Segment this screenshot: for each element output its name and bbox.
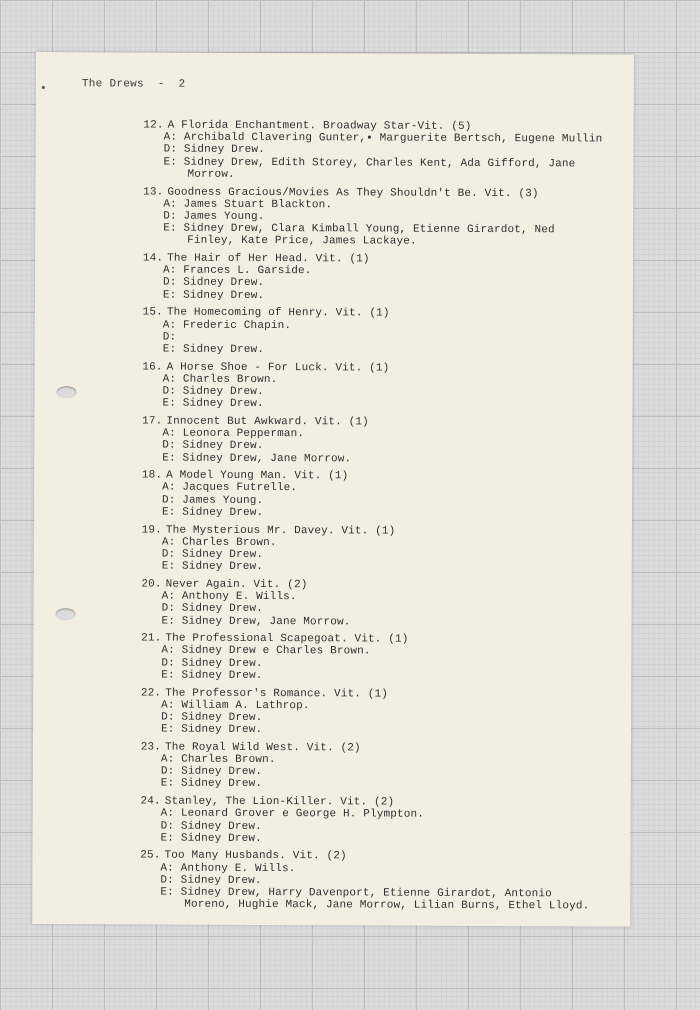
credit-line: A: Leonora Pepperman. xyxy=(162,427,305,441)
credit-continuation: Moreno, Hughie Mack, Jane Morrow, Lilian Burns, Ethel Lloyd. xyxy=(184,898,590,913)
entry-number: 13. xyxy=(143,185,164,199)
credit-line: D: Sidney Drew. xyxy=(161,548,264,561)
credit-line: A: Anthony E. Wills. xyxy=(161,590,297,604)
film-entry xyxy=(128,850,628,913)
credit-line: E: Sidney Drew. xyxy=(160,778,263,791)
credit-continuation: Morrow. xyxy=(187,168,235,181)
film-entry xyxy=(129,687,629,738)
film-title: The Mysterious Mr. Davey. Vit. (1) xyxy=(165,524,396,538)
film-title: The Homecoming of Henry. Vit. (1) xyxy=(166,306,390,320)
filmography-list xyxy=(128,119,631,918)
film-title: Goodness Gracious/Movies As They Shouldn't Be. Vit. (3) xyxy=(167,186,539,200)
credit-line: E: Sidney Drew. xyxy=(162,343,265,356)
credit-line: A: William A. Lathrop. xyxy=(161,699,310,712)
film-entry xyxy=(130,470,630,521)
film-entry xyxy=(129,578,629,629)
credit-line: A: Archibald Clavering Gunter,▪ Marguerite Bertsch, Eugene Mullin xyxy=(163,131,603,146)
film-title: The Hair of Her Head. Vit. (1) xyxy=(167,252,370,266)
entry-number: 24. xyxy=(140,795,161,808)
page-header: The Drews - 2 xyxy=(81,78,186,91)
credit-line: D: Sidney Drew. xyxy=(160,765,263,779)
credit-line: E: Sidney Drew, Harry Davenport, Etienne Girardot, Antonio xyxy=(160,886,552,901)
credit-line: E: Sidney Drew, Jane Morrow. xyxy=(162,452,352,465)
entry-number: 21. xyxy=(141,632,162,645)
film-title: Too Many Husbands. Vit. (2) xyxy=(164,850,347,863)
film-entry xyxy=(130,415,630,466)
credit-line: E: Sidney Drew. xyxy=(162,397,264,411)
credit-line: A: James Stuart Blackton. xyxy=(163,198,333,212)
entry-number: 18. xyxy=(141,469,163,482)
credit-line: E: Sidney Drew, Jane Morrow. xyxy=(161,615,351,628)
credit-line: E: Sidney Drew. xyxy=(161,560,264,574)
credit-line: E: Sidney Drew. xyxy=(162,289,265,302)
credit-line: D: Sidney Drew. xyxy=(160,874,262,887)
credit-line: A: Sidney Drew e Charles Brown. xyxy=(161,644,371,658)
ink-dot xyxy=(42,86,45,89)
credit-line: D: Sidney Drew. xyxy=(162,439,264,453)
credit-continuation: Finley, Kate Price, James Lackaye. xyxy=(187,234,417,248)
film-entry xyxy=(131,307,631,358)
film-entry xyxy=(130,524,630,575)
credit-line: D: Sidney Drew. xyxy=(163,143,265,157)
film-entry xyxy=(129,741,629,792)
credit-line: E: Sidney Drew. xyxy=(161,506,264,519)
film-entry xyxy=(131,186,631,249)
punch-hole-top xyxy=(56,386,76,398)
credit-line: D: Sidney Drew. xyxy=(162,385,264,399)
credit-line: D: xyxy=(162,331,177,344)
film-title: The Professional Scapegoat. Vit. (1) xyxy=(165,632,409,646)
film-title: Never Again. Vit. (2) xyxy=(165,578,308,592)
credit-line: E: Sidney Drew, Edith Storey, Charles Kent, Ada Gifford, Jane xyxy=(163,156,576,170)
entry-number: 17. xyxy=(142,415,163,428)
credit-line: E: Sidney Drew. xyxy=(161,723,263,737)
entry-number: 16. xyxy=(142,361,163,374)
entry-number: 14. xyxy=(142,252,164,265)
credit-line: A: Charles Brown. xyxy=(161,536,277,549)
film-entry xyxy=(129,633,629,684)
film-entry xyxy=(131,252,631,303)
film-title: Innocent But Awkward. Vit. (1) xyxy=(166,415,369,429)
credit-line: A: Leonard Grover e George H. Plympton. xyxy=(160,807,424,822)
credit-line: D: Sidney Drew. xyxy=(162,276,265,290)
film-title: A Florida Enchantment. Broadway Star-Vit. (5) xyxy=(167,119,472,133)
entry-number: 20. xyxy=(141,578,162,591)
credit-line: A: Jacques Futrelle. xyxy=(162,482,298,495)
film-entry xyxy=(130,361,630,412)
entry-number: 25. xyxy=(140,849,161,863)
document-sheet xyxy=(32,52,634,927)
entry-number: 22. xyxy=(140,686,162,700)
film-entry xyxy=(129,796,629,847)
credit-line: D: Sidney Drew. xyxy=(160,820,262,833)
film-title: Stanley, The Lion-Killer. Vit. (2) xyxy=(164,795,395,809)
entry-number: 19. xyxy=(141,524,162,537)
credit-line: E: Sidney Drew. xyxy=(161,669,263,682)
credit-line: A: Frances L. Garside. xyxy=(163,264,312,278)
credit-line: D: James Young. xyxy=(163,210,265,223)
film-title: A Horse Shoe - For Luck. Vit. (1) xyxy=(166,361,390,375)
credit-line: A: Charles Brown. xyxy=(162,373,278,386)
film-title: The Professor's Romance. Vit. (1) xyxy=(165,687,389,701)
entry-number: 23. xyxy=(140,741,161,754)
credit-line: D: Sidney Drew. xyxy=(161,602,263,616)
credit-line: E: Sidney Drew, Clara Kimball Young, Etienne Girardot, Ned xyxy=(163,222,555,237)
credit-line: A: Anthony E. Wills. xyxy=(160,862,296,875)
credit-line: E: Sidney Drew. xyxy=(160,832,262,845)
entry-number: 12. xyxy=(143,119,164,132)
credit-line: A: Charles Brown. xyxy=(160,753,276,767)
credit-line: D: James Young. xyxy=(162,494,264,507)
entry-number: 15. xyxy=(142,306,163,319)
film-entry xyxy=(131,119,631,182)
punch-hole-bottom xyxy=(56,608,76,620)
credit-line: D: Sidney Drew. xyxy=(161,711,263,724)
credit-line: A: Frederic Chapin. xyxy=(162,319,292,332)
credit-line: D: Sidney Drew. xyxy=(161,657,263,670)
film-title: A Model Young Man. Vit. (1) xyxy=(166,469,349,483)
film-title: The Royal Wild West. Vit. (2) xyxy=(164,741,361,755)
